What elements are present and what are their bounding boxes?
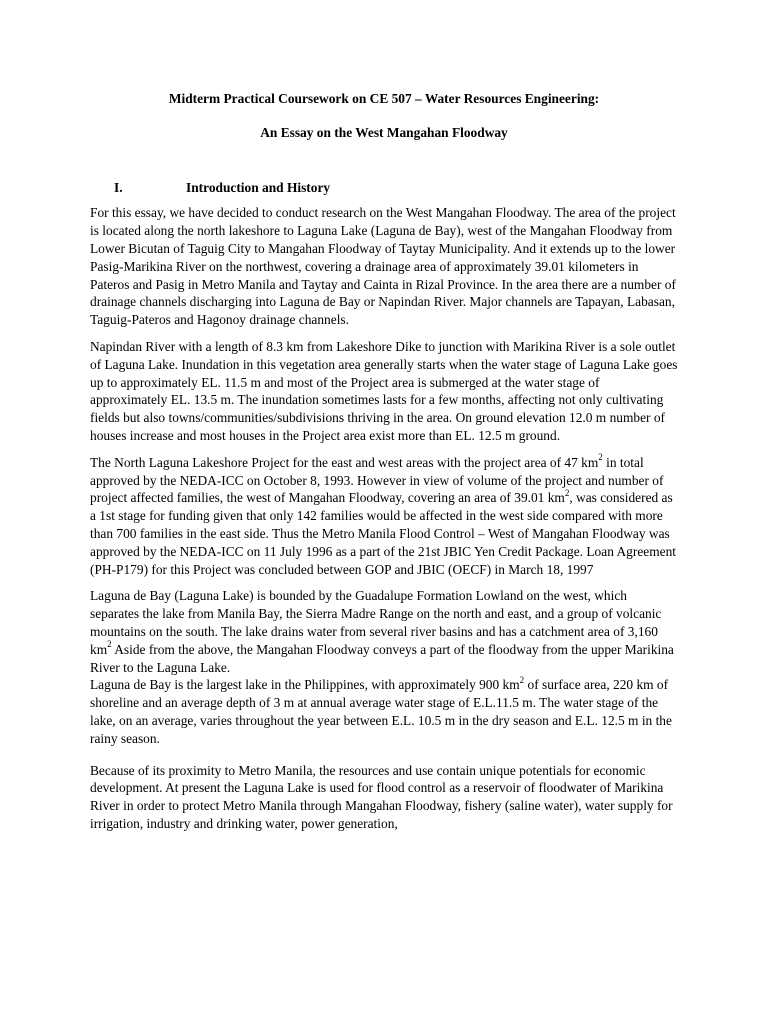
paragraph-4-part-a: Laguna de Bay (Laguna Lake) is bounded by the Guadalupe Formation Lowland on the west, which separates the lake from Manila Bay, the Sierra Madre Range on the north and east, and a group of volcanic mountains on the south. The lake drains water from several river basins and has a catchment area of 3,160 km — [90, 588, 662, 657]
paragraph-3-part-b: in total approved by the NEDA-ICC on October 8, 1993. However in view of volume of the project and number of project affected families, the west of Mangahan Floodway, covering an area of 39.01 km — [90, 454, 664, 506]
paragraph-3 — [90, 454, 678, 579]
section-heading — [90, 179, 678, 197]
paragraph-5-part-b: of surface area, 220 km of shoreline and an average depth of 3 m at annual average water stage of E.L.11.5 m. The water stage of the lake, on an average, varies throughout the year between E.L. 10.5 m in the dry season and E.L. 12.5 m in the rainy season. — [90, 677, 672, 746]
section-number: I. — [114, 179, 123, 195]
superscript: 2 — [598, 452, 603, 463]
paragraph-4 — [90, 587, 678, 676]
paragraph-5 — [90, 676, 678, 747]
section-title: Introduction and History — [186, 179, 331, 195]
paragraph-6: Because of its proximity to Metro Manila, the resources and use contain unique potentials for economic development. At present the Laguna Lake is used for flood control as a reservoir of floodwater of Marikina River in order to protect Metro Manila through Mangahan Floodway, fishery (saline water), water supply for irrigation, industry and drinking water, power generation, — [90, 762, 673, 831]
paragraph-2: Napindan River with a length of 8.3 km from Lakeshore Dike to junction with Marikina River is a sole outlet of Laguna Lake. Inundation in this vegetation area generally starts when the water stage of Laguna Lake goes up to approximately EL. 11.5 m and most of the Project area is submerged at the water stage of approximately EL. 13.5 m. The inundation sometimes lasts for a few months, affecting not only cultivating fields but also towns/communities/subdivisions thriving in the area. On ground elevation 12.0 m number of houses increase and most houses in the Project area exist more than EL. 12.5 m ground. — [90, 338, 678, 443]
superscript: 2 — [564, 487, 570, 498]
paragraph-1: For this essay, we have decided to conduct research on the West Mangahan Floodway. The area of the project is located along the north lakeshore to Laguna Lake (Laguna de Bay), west of the Mangahan Floodway from Lower Bicutan of Taguig City to Mangahan Floodway of Taytay Municipality. And it extends up to the lower Pasig-Marikina River on the northwest, covering a drainage area of approximately 39.01 kilometers in Pateros and Pasig in Metro Manila and Taytay and Cainta in Rizal Province. In the area there are a number of drainage channels discharging into Laguna de Bay or Napindan River. Major channels are Tapayan, Labasan, Taguig-Pateros and Hagonoy drainage channels. — [90, 205, 676, 328]
paragraph-5-part-a: Laguna de Bay is the largest lake in the Philippines, with approximately 900 km — [90, 677, 520, 693]
superscript: 2 — [519, 674, 525, 685]
paragraph-4-part-b: Aside from the above, the Mangahan Floodway conveys a part of the floodway from the upper Marikina River to the Laguna Lake. — [90, 641, 674, 675]
paragraph-3-part-a: The North Laguna Lakeshore Project for the east and west areas with the project area of 47 km — [90, 454, 599, 470]
document-subtitle: An Essay on the West Mangahan Floodway — [260, 124, 508, 140]
superscript: 2 — [107, 639, 112, 650]
paragraph-3-part-c: , was considered as a 1st stage for funding given that only 142 families would be affected in the west side compared with more than 700 families in the east side. Thus the Metro Manila Flood Control – West of Mangahan Floodway was approved by the NEDA-ICC on 11 July 1996 as a part of the 21st JBIC Yen Credit Package. Loan Agreement (PH-P179) for this Project was concluded between GOP and JBIC (OECF) in March 18, 1997 — [90, 490, 676, 577]
document-title: Midterm Practical Coursework on CE 507 – Water Resources Engineering: — [168, 91, 600, 106]
